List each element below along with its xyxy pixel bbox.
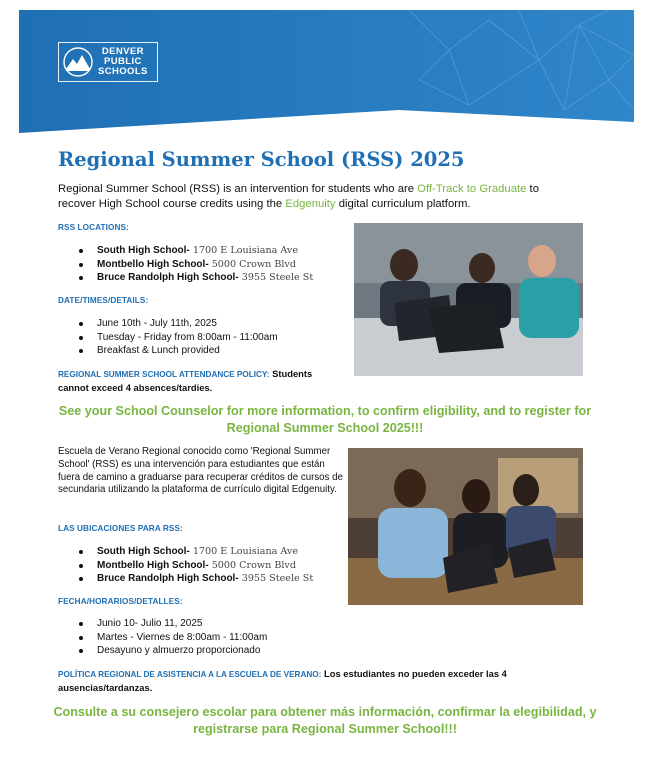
- detalles-list: [79, 617, 267, 658]
- policy-text: Students cannot exceed 4 absences/tardies.: [58, 368, 313, 393]
- attendance-policy: [58, 367, 343, 394]
- off-track-highlight: Off-Track to Graduate: [417, 183, 527, 195]
- intro-text-3: digital curriculum platform.: [335, 197, 471, 210]
- details-list: [79, 317, 278, 358]
- spanish-intro-paragraph: Escuela de Verano Regional conocido como 'Regional Summer School' (RSS) es una intervención para estudiantes que están fuera de camino a graduarse para recuperar créditos de cursos de secundaria utilizando la plataforma de currículo digital Edgenuity.: [58, 446, 343, 496]
- location-address: 5000 Crown Blvd: [208, 258, 296, 270]
- list-item: [79, 258, 313, 272]
- locations-list: [79, 244, 313, 285]
- edgenuity-highlight: Edgenuity: [285, 197, 336, 210]
- english-callout: See your School Counselor for more information, to confirm eligibility, and to register for Regional Summer School 2025!!!: [58, 404, 592, 435]
- students-chromebooks-photo: [348, 448, 583, 605]
- politica-asistencia: [58, 667, 558, 694]
- list-item: [79, 545, 313, 559]
- location-name: Bruce Randolph High School-: [97, 573, 239, 584]
- location-name: South High School-: [97, 245, 190, 256]
- location-address: 5000 Crown Blvd: [208, 559, 296, 571]
- location-address: 3955 Steele St: [238, 272, 314, 283]
- list-item: June 10th - July 11th, 2025: [79, 317, 278, 331]
- intro-text-2: to recover High School course credits using the: [58, 183, 539, 210]
- location-name: Montbello High School-: [97, 559, 209, 571]
- ubicaciones-list: [79, 545, 313, 586]
- location-name: South High School-: [97, 546, 190, 557]
- logo-line-3: SCHOOLS: [98, 66, 148, 77]
- list-item: Tuesday - Friday from 8:00am - 11:00am: [79, 331, 278, 345]
- spanish-callout: Consulte a su consejero escolar para obtener más información, confirmar la elegibilidad, y registrarse para Regional Summer School!!!: [53, 705, 597, 736]
- location-address: 3955 Steele St: [238, 573, 314, 584]
- locations-heading: RSS LOCATIONS:: [58, 223, 129, 232]
- details-heading: DATE/TIMES/DETAILS:: [58, 296, 149, 305]
- location-name: Bruce Randolph High School-: [97, 272, 239, 283]
- location-name: Montbello High School-: [97, 258, 209, 270]
- logo-line-1: DENVER: [101, 46, 144, 57]
- policy-heading: REGIONAL SUMMER SCHOOL ATTENDANCE POLICY:: [58, 370, 270, 379]
- list-item: Martes - Viernes de 8:00am - 11:00am: [79, 631, 267, 645]
- intro-text-1: Regional Summer School (RSS) is an intervention for students who are: [58, 183, 418, 195]
- list-item: [79, 244, 313, 258]
- list-item: [79, 271, 313, 285]
- politica-text: Los estudiantes no pueden exceder las 4 ausencias/tardanzas.: [58, 668, 507, 693]
- list-item: [79, 559, 313, 573]
- list-item: Junio 10- Julio 11, 2025: [79, 617, 267, 631]
- mountain-emblem-icon: [61, 43, 95, 81]
- dps-logo: [58, 42, 158, 82]
- detalles-heading: FECHA/HORARIOS/DETALLES:: [58, 597, 183, 606]
- ubicaciones-heading: LAS UBICACIONES PARA RSS:: [58, 524, 183, 533]
- list-item: Breakfast & Lunch provided: [79, 344, 278, 358]
- location-address: 1700 E Louisiana Ave: [189, 245, 299, 256]
- page-title: Regional Summer School (RSS) 2025: [58, 148, 465, 171]
- list-item: [79, 572, 313, 586]
- list-item: Desayuno y almuerzo proporcionado: [79, 644, 267, 658]
- intro-paragraph: [58, 182, 578, 211]
- location-address: 1700 E Louisiana Ave: [189, 546, 299, 557]
- logo-line-2: PUBLIC: [104, 56, 142, 67]
- politica-heading: POLÍTICA REGIONAL DE ASISTENCIA A LA ESCUELA DE VERANO:: [58, 670, 322, 679]
- students-laptops-photo: [354, 223, 583, 376]
